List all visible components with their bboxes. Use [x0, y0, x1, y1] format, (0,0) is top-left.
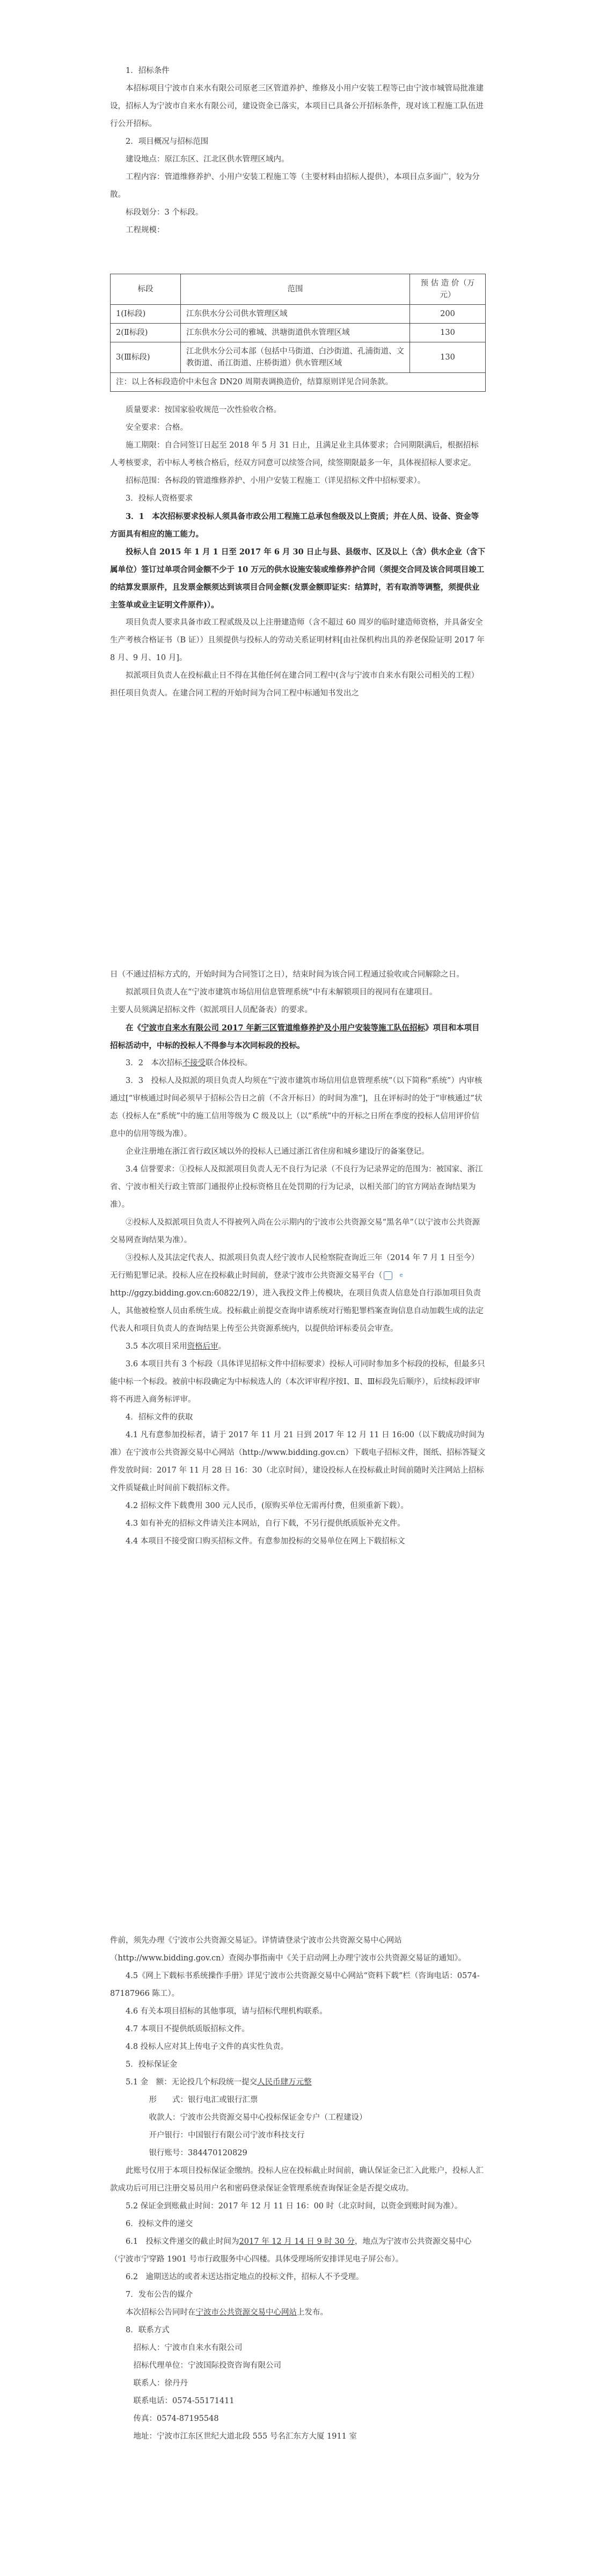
paragraph-p47: 4.7 本项目不提供纸质版招标文件。: [126, 2025, 250, 2033]
paragraph-deposit-note: 此账号仅用于本项目投标保证金缴纳。投标人应在投标截止时间前，确认保证金已汇入此账户，投标人汇款成功后可用已注册交易员用户名和密码登录保证金管理系统查询保证金是否提交成功。: [110, 2167, 484, 2193]
contact-phone: 联系电话：0574-55171411: [133, 2397, 235, 2405]
bidding-site-link-2[interactable]: http://www.bidding.gov.cn: [118, 1954, 221, 1963]
paragraph-p61: [110, 2233, 486, 2268]
paragraph-q34: 3.4 信誉要求：①投标人及拟派项目负责人无不良行为记录（不良行为记录界定的范围为：被国家、浙江省、宁波市相关行政主管部门通报停止投标资格且在处罚期的行为记录，以相关部门的官方网站查询结果为准）。: [110, 1165, 483, 1209]
table-row: [111, 342, 486, 373]
p7-pre: 本次招标公告同时在: [126, 2308, 196, 2317]
paragraph-period: 施工期限：自合同签订日起至 2018 年 5 月 31 日止，且满足业主具体要求；合同期限满后，根据招标人考核要求，若中标人考核合格后，经双方同意可以续签合同，续签期限最多一年，具体视招标人要求定。: [110, 441, 479, 467]
paragraph-p51: [110, 2074, 486, 2091]
p44b-pre: 件前，须先办理《宁波市公共资源交易证》。详情请登录宁波市公共资源交易中心网站（: [110, 1936, 402, 1963]
table-row: [111, 305, 486, 324]
paragraph-p52: 5.2 保证金到账截止时间：2017 年 12 月 11 日 16：00 时（北京时间，以资金到账时间为准）。: [126, 2202, 463, 2211]
exclusion-pre: 在《: [126, 1023, 141, 1033]
table-note: 注：以上各标段造价中未包含 DN20 周期表调换造价，结算原则详见合同条款。: [111, 373, 486, 392]
paragraph-performance: 投标人自 2015 年 1 月 1 日至 2017 年 6 月 30 日止与县、县级市、区及以上（含）供水企业（含下属单位）签订过单项合同金额不少于 10 万元的供水设施安装或维修养护合同（须提交合同及该合同项目竣工的结算发票原件，且发票金额须达到该项目合同金额(发票金额即证实：结算时，若有取消等调整，须提供业主签单或业主证明文件原件)）。: [110, 547, 486, 610]
p61-post: ，地点为宁波市公共资源交易中心（宁波市宁穿路 1901 号市行政服务中心四楼。具体受理场所安排详见电子屏公布）。: [110, 2237, 472, 2264]
paragraph-personnel: 主要人员须满足招标文件（拟派项目人员配备表）的要求。: [110, 1006, 312, 1014]
paragraph-quality: 质量要求：按国家验收规范一次性验收合格。: [126, 406, 281, 414]
media-site: 宁波市公共资源交易中心网站: [195, 2308, 297, 2317]
procurement-platform-link[interactable]: http://ggzy.bidding.gov.cn:60822/19: [110, 1289, 252, 1298]
table-cell-scope: 江北供水分公司本部（包括中马街道、白沙街道、孔浦街道、文教街道、甬江街道、庄桥街道）供水管理区域: [181, 342, 410, 373]
heading-documents: 4．招标文件的获取: [126, 1413, 193, 1422]
paragraph-q36: 3.6 本项目共有 3 个标段（具体详见招标文件中招标要求）投标人可同时参加多个标段的投标，但最多只能中标一个标段。被前中标段确定为中标候选人的（本次评审程序按Ⅰ、Ⅱ、Ⅲ标段先后顺序），后续标段评审将不再进入商务标评审。: [110, 1360, 485, 1404]
paragraph-bid-scope: 招标范围：各标段的管道维修养护、小用户安装工程施工（详见招标文件中招标要求）。: [126, 477, 426, 485]
table-cell-section: 3(Ⅲ标段): [111, 342, 181, 373]
paragraph-p48: 4.8 投标人应对其上传电子文件的真实性负责。: [126, 2043, 289, 2051]
table-cell-cost: 130: [410, 324, 486, 342]
sections-table: [110, 274, 486, 392]
paragraph-no-concurrent: 拟派项目负责人在投标截止日不得在其他任何在建合同工程中(含与宁波市自来水有限公司相关的工程）担任项目负责人。在建合同工程的开始时间为合同工程中标通知书发出之: [110, 671, 479, 698]
heading-deposit: 5．投标保证金: [126, 2060, 178, 2069]
contact-tenderer: 招标人：宁波市自来水有限公司: [133, 2344, 243, 2352]
paragraph-payee: 收款人：宁波市公共资源交易中心投标保证金专户（工程建设）: [149, 2113, 367, 2122]
paragraph-exclusion: [110, 1019, 486, 1055]
table-header-cell: 标段: [111, 274, 181, 305]
heading-qualifications: 3．投标人资格要求: [126, 494, 193, 503]
heading-submission: 6．投标文件的递交: [126, 2220, 193, 2228]
heading-contact: 8．联系方式: [126, 2326, 170, 2334]
table-header-cell: 预 估 造 价（万元）: [410, 274, 486, 305]
table-cell-scope: 江东供水分公司的雅城、洪塘街道供水管理区域: [181, 324, 410, 342]
table-header-row: [111, 274, 486, 305]
exclusion-post: 》项目和本项目招标活动中，中标的投标人不得参与本次同标段的投标。: [110, 1023, 480, 1050]
table-cell-cost: 200: [410, 305, 486, 324]
heading-tender-conditions: 1．招标条件: [126, 67, 170, 75]
exclusion-project-name: 宁波市自来水有限公司 2017 年新三区管道维修养护及小用户安装等施工队伍招标: [141, 1023, 425, 1033]
q34c-pre: ③投标人及其法定代表人、拟派项目负责人经宁波市人民检察院查询近三年（2014 年 7 月 1 日至今）无行贿犯罪记录。投标人应在投标截止时间前，登录宁波市公共资源交易平台（: [110, 1254, 479, 1280]
paragraph-q34c: [110, 1249, 486, 1338]
heading-media: 7．发布公告的媒介: [126, 2290, 193, 2299]
paragraph-q35: [110, 1338, 486, 1356]
paragraph-account: 银行账号：384470120829: [149, 2149, 247, 2157]
browser-logo-icon: e: [384, 1271, 392, 1280]
paragraph-system-rule: 拟派项目负责人在“宁波市建筑市场信用信息管理系统”中有未解锁项目的视同有在建项目。: [126, 988, 437, 997]
section-4: [110, 1932, 486, 2446]
p61-pre: 6.1 投标文件递交的截止时间为: [126, 2237, 239, 2246]
table-cell-scope: 江东供水分公司供水管理区域: [181, 305, 410, 324]
paragraph-p62: 6.2 逾期送达的或者未送达指定地点的投标文件，招标人不予受理。: [126, 2273, 364, 2281]
contact-fax: 传真：0574-87195548: [133, 2414, 219, 2423]
contact-person: 联系人：徐丹丹: [133, 2379, 188, 2388]
heading-project-overview: 2．项目概况与招标范围: [126, 137, 209, 146]
p7-post: 上发布。: [297, 2308, 328, 2317]
section-3: [110, 966, 486, 1550]
section-1: [110, 62, 486, 239]
table-cell-cost: 130: [410, 342, 486, 373]
q35-underlined: 资格后审: [187, 1342, 218, 1351]
paragraph-q32: [110, 1055, 486, 1072]
paragraph-q33b: 企业注册地在浙江省行政区域以外的投标人已通过浙江省住房和城乡建设厅的备案登记。: [126, 1147, 429, 1156]
paragraph-content: 工程内容：管道维修养护、小用户安装工程施工等（主要材料由招标人提供），本项目点多面广，较为分散。: [110, 173, 480, 199]
q32-post: 联合体投标。: [205, 1059, 252, 1067]
p41-post: ）下载电子招标文件，图纸、招标答疑文件发放时间：2017 年 11 月 28 日 16：30（北京时间），建设投标人在投标截止时间前随时关注网站上招标文件质疑截止时间前下载招标文件。: [110, 1448, 486, 1492]
paragraph-q34b: ②投标人及拟派项目负责人不得被列入尚在公示期内的宁波市公共资源交易“黑名单”（以宁波市公共资源交易网查询结果为准）。: [110, 1218, 480, 1245]
table-header-cell: 范围: [181, 274, 410, 305]
q32-underlined: 不接受: [182, 1059, 206, 1067]
paragraph-p44b: [110, 1932, 486, 1967]
paragraph-p44: 4.4 本项目不接受窗口购买招标文件。有意参加投标的交易单位在网上下载招标文: [126, 1537, 405, 1546]
bidding-site-link[interactable]: http://www.bidding.gov.cn: [242, 1448, 346, 1457]
table-cell-section: 2(Ⅱ标段): [111, 324, 181, 342]
section-2: [110, 401, 486, 702]
p41-pre: 4.1 凡有意参加投标者，请于 2017 年 11 月 21 日到 2017 年 12 月 11 日 16:00（以下载成功时间为准）在宁波市公共资源交易中心网站（: [110, 1431, 485, 1457]
paragraph-scale: 工程规模：: [126, 226, 165, 235]
q34c-post: ），进入我投文件上传模块，在项目负责人信息处自行添加项目负责人，其他被检察人员由系统生成。投标截止前提交查询申请系统对行贿犯罪档案查询信息自动加载生成的法定代表人和项目负责人的查询结果上传至公共资源系统内，以提供给评标委员会审查。: [110, 1289, 484, 1333]
paragraph-project-manager: 项目负责人要求具备市政工程贰级及以上注册建造师（含不超过 60 周岁的临时建造师资格，并具备安全生产考核合格证书（B 证））且须提供与投标人的劳动关系证明材料[由社保机构出具的养老保险证明 2017 年 8 月、9 月、10 月]。: [110, 618, 485, 662]
table-row: [111, 324, 486, 342]
p51-pre: 5.1 金 额：无论投几个标段统一提交: [126, 2078, 258, 2087]
contact-address: 地址：宁波市江东区世纪大道北段 555 号名汇东方大厦 1911 室: [133, 2432, 357, 2441]
paragraph-form: 形 式：银行电汇或银行汇票: [149, 2096, 258, 2104]
q32-pre: 3．2 本次招标: [126, 1059, 182, 1067]
paragraph-p45: 4.5《网上下载标书系统操作手册》详见宁波市公共资源交易中心网站“资料下载”栏（咨询电话：0574-87187966 陈工）。: [110, 1972, 480, 1998]
deposit-amount: 人民币肆万元整: [257, 2078, 312, 2087]
paragraph-location: 建设地点：原江东区、江北区供水管理区域内。: [126, 155, 289, 164]
table-note-row: [111, 373, 486, 392]
paragraph-date-rule: 日（不通过招标方式的，开始时间为合同签订之日），结束时间为该合同工程通过验收或合同解除之日。: [110, 970, 464, 979]
paragraph-bank: 开户银行：中国银行有限公司宁波市科技支行: [149, 2131, 305, 2140]
paragraph-q33: 3．3 投标人及拟派的项目负责人均须在“宁波市建筑市场信用信息管理系统”（以下简称“系统”）内审核通过[“审核通过时间必须早于招标公告日之前（不含开标日）的时间为准”]，且在评标时的处于“审核通过”状态（投标人在“系统”中的施工信用等级为 C 级及以上（以“系统”中的开标之日所在季度的投标人信用评价信息中的信用等级为准）。: [110, 1077, 482, 1138]
paragraph-tender-conditions: 本招标项目宁波市自来水有限公司原老三区管道养护、维修及小用户安装工程等已由宁波市城管局批准建设，招标人为宁波市自来水有限公司，建设资金已落实，本项目已具备公开招标条件，现对该工程施工队伍进行公开招标。: [110, 84, 484, 128]
q35-post: 。: [218, 1342, 226, 1351]
table-cell-section: 1(Ⅰ标段): [111, 305, 181, 324]
paragraph-q31: 3．1 本次招标要求投标人须具备市政公用工程施工总承包叁级及以上资质；并在人员、设备、资金等方面具有相应的施工能力。: [110, 512, 479, 539]
paragraph-sections: 标段划分：3 个标段。: [126, 208, 203, 217]
p44b-post: ）查阅办事指南中《关于启动网上办理宁波市公共资源交易证的通知》。: [221, 1954, 466, 1963]
deadline-time: 2017 年 12 月 14 日 9 时 30 分: [239, 2237, 355, 2246]
paragraph-p46: 4.6 有关本项目招标的其他事项，请与招标代理机构联系。: [126, 2007, 327, 2016]
paragraph-p42: 4.2 招标文件下载费用 300 元人民币，(原购买单位无需再付费，但须重新下载）。: [126, 1502, 408, 1510]
paragraph-p41: [110, 1426, 486, 1497]
paragraph-p7: [110, 2304, 486, 2322]
paragraph-p43: 4.3 如有补充的招标文件请关注本网站，自行下载，不另行提供纸质版补充文件。: [126, 1519, 405, 1528]
paragraph-safety: 安全要求：合格。: [126, 423, 188, 432]
q35-pre: 3.5 本次项目采用: [126, 1342, 187, 1351]
contact-agent: 招标代理单位：宁波国际投资咨询有限公司: [133, 2361, 281, 2370]
